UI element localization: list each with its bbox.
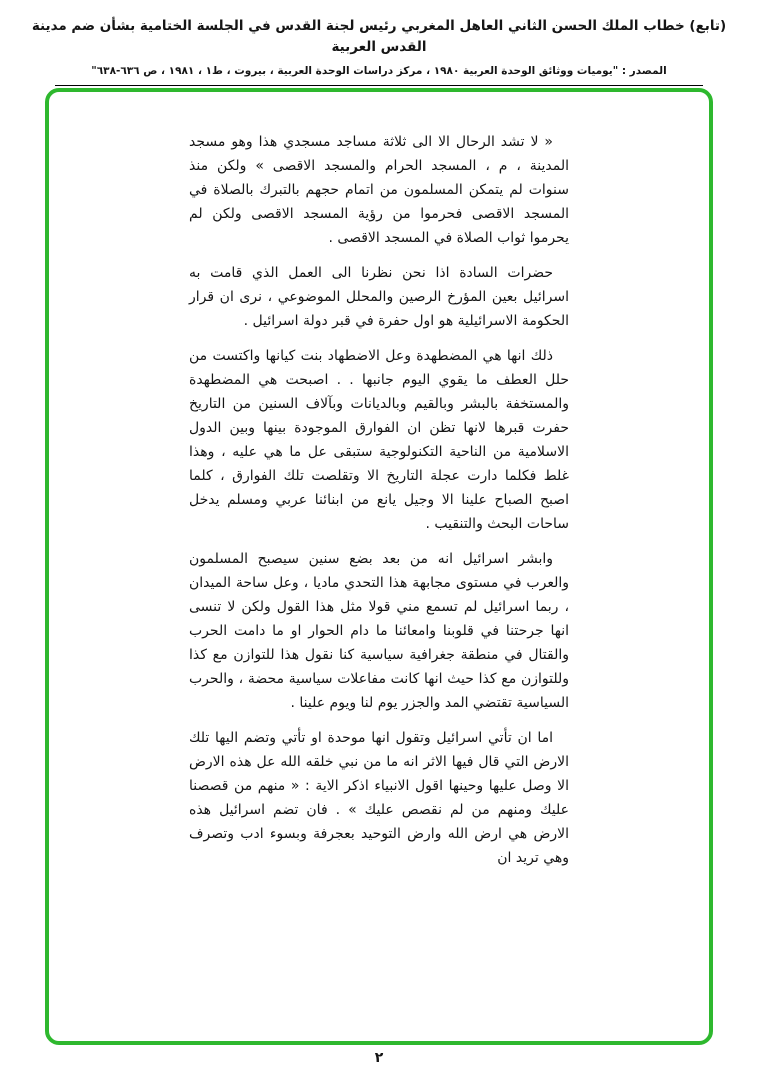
paragraph: حضرات السادة اذا نحن نظرنا الى العمل الذي قامت به اسرائيل بعين المؤرخ الرصين والمحلل الموضوعي ، نرى ان قرار الحكومة الاسرائيلية هو اول حفرة في قبر دولة اسرائيل . (189, 265, 569, 329)
header-divider (55, 85, 703, 86)
paragraph: « لا تشد الرحال الا الى ثلاثة مساجد مسجدي هذا وهو مسجد المدينة ، م ، المسجد الحرام والمسجد الاقصى » ولكن منذ سنوات لم يتمكن المسلمون من اتمام حجهم بالتبرك بالصلاة في المسجد الاقصى فحرموا من رؤية المسجد الاقصى ولكن لم يحرموا ثواب الصلاة في المسجد الاقصى . (189, 134, 569, 246)
paragraph: ذلك انها هي المضطهدة وعل الاضطهاد بنت كيانها واكتست من حلل العطف ما يقوي اليوم جانبها . . اصبحت هي المضطهدة والمستخفة بالبشر وبالقيم وبالديانات وبآلاف السنين من التاريخ حفرت قبرها لانها تظن ان الفوارق الموجودة بينها وبين الدول الاسلامية من الناحية التكنولوجية ستبقى عل ما هي عليه ، وهذا غلط فكلما دارت عجلة التاريخ الا وتقلصت تلك الفوارق ، كلما اصبح الصباح علينا الا وجيل يانع من ابنائنا عربي ومسلم يدخل ساحات البحث والتنقيب . (189, 348, 569, 532)
paragraph: وابشر اسرائيل انه من بعد بضع سنين سيصبح المسلمون والعرب في مستوى مجابهة هذا التحدي ماديا ، وعل ساحة الميدان ، ربما اسرائيل لم تسمع مني قولا مثل هذا القول ولكن لا تنسى انها جرحتنا في قلوبنا وامعائنا ما دام الحوار او ما دامت الحرب والقتال في منطقة جغرافية سياسية كنا نقول هذا للتوازن مع كذا وللتوازن مع كذا حيث انها كانت مفاعلات سياسية محضة ، والحرب السياسية تقتضي المد والجزر يوم لنا ويوم علينا . (189, 551, 569, 711)
document-header (0, 0, 758, 77)
text-column (189, 130, 569, 881)
page-number: ٢ (374, 1050, 384, 1066)
source-line: المصدر : "يوميات ووثائق الوحدة العربية ١٩٨٠ ، مركز دراسات الوحدة العربية ، بيروت ، ط١ ، ١٩٨١ ، ص ٦٣٦-٦٣٨" (91, 64, 667, 77)
content-border-box (45, 88, 713, 1045)
page-title: (تابع) خطاب الملك الحسن الثاني العاهل المغربي رئيس لجنة القدس في الجلسة الختامية بشأن ضم مدينة القدس العربية (31, 18, 727, 55)
paragraph: اما ان تأتي اسرائيل وتقول انها موحدة او تأتي وتضم اليها تلك الارض التي قال فيها الاثر انه ما من نبي خلقه الله عل هذه الارض الا وصل عليها وحينها اقول الانبياء اذكر الاية : « منهم من قصصنا عليك ومنهم من لم نقصص عليك » . فان تضم اسرائيل هذه الارض هي ارض الله وارض التوحيد بعجرفة وبسوء ادب وتصرف وهي تريد ان (189, 730, 569, 866)
